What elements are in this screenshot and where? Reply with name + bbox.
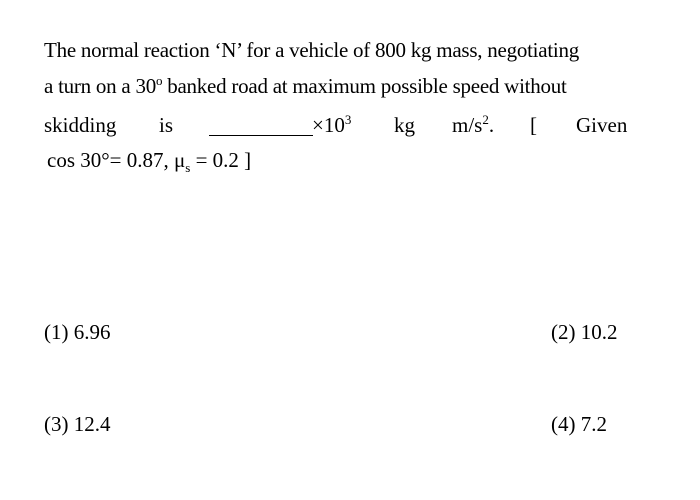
word-is: is (159, 113, 174, 137)
question-line-1: The normal reaction ‘N’ for a vehicle of 800 kg mass, negotiating (44, 38, 580, 62)
unit-base: m/s (452, 113, 483, 137)
multiplier-base: ×10 (312, 113, 345, 137)
line2-part-a: a turn on a 30 (44, 74, 156, 98)
answer-blank (209, 135, 313, 136)
word-given: Given (576, 113, 628, 137)
line2-part-b: banked road at maximum possible speed without (162, 74, 567, 98)
mu-subscript: s (185, 160, 191, 175)
given-values-b: = 0.2 ] (190, 148, 252, 172)
unit-dot: . (488, 113, 495, 137)
option-4[interactable]: (4) 7.2 (551, 412, 607, 436)
question-line-4 (47, 146, 635, 177)
multiplier-exponent: 3 (344, 112, 352, 127)
option-2[interactable]: (2) 10.2 (551, 320, 618, 344)
option-3[interactable]: (3) 12.4 (44, 412, 111, 436)
option-1[interactable]: (1) 6.96 (44, 320, 111, 344)
unit-kg: kg (394, 113, 415, 137)
question-line-2 (44, 72, 632, 103)
multiplier (312, 111, 351, 142)
unit-acceleration (452, 111, 494, 142)
unit-exponent: 2 (482, 112, 489, 127)
degree-symbol: o (155, 73, 163, 88)
word-skidding: skidding (44, 113, 117, 137)
given-values-a: cos 30°= 0.87, μ (47, 148, 186, 172)
open-bracket: [ (530, 113, 537, 137)
